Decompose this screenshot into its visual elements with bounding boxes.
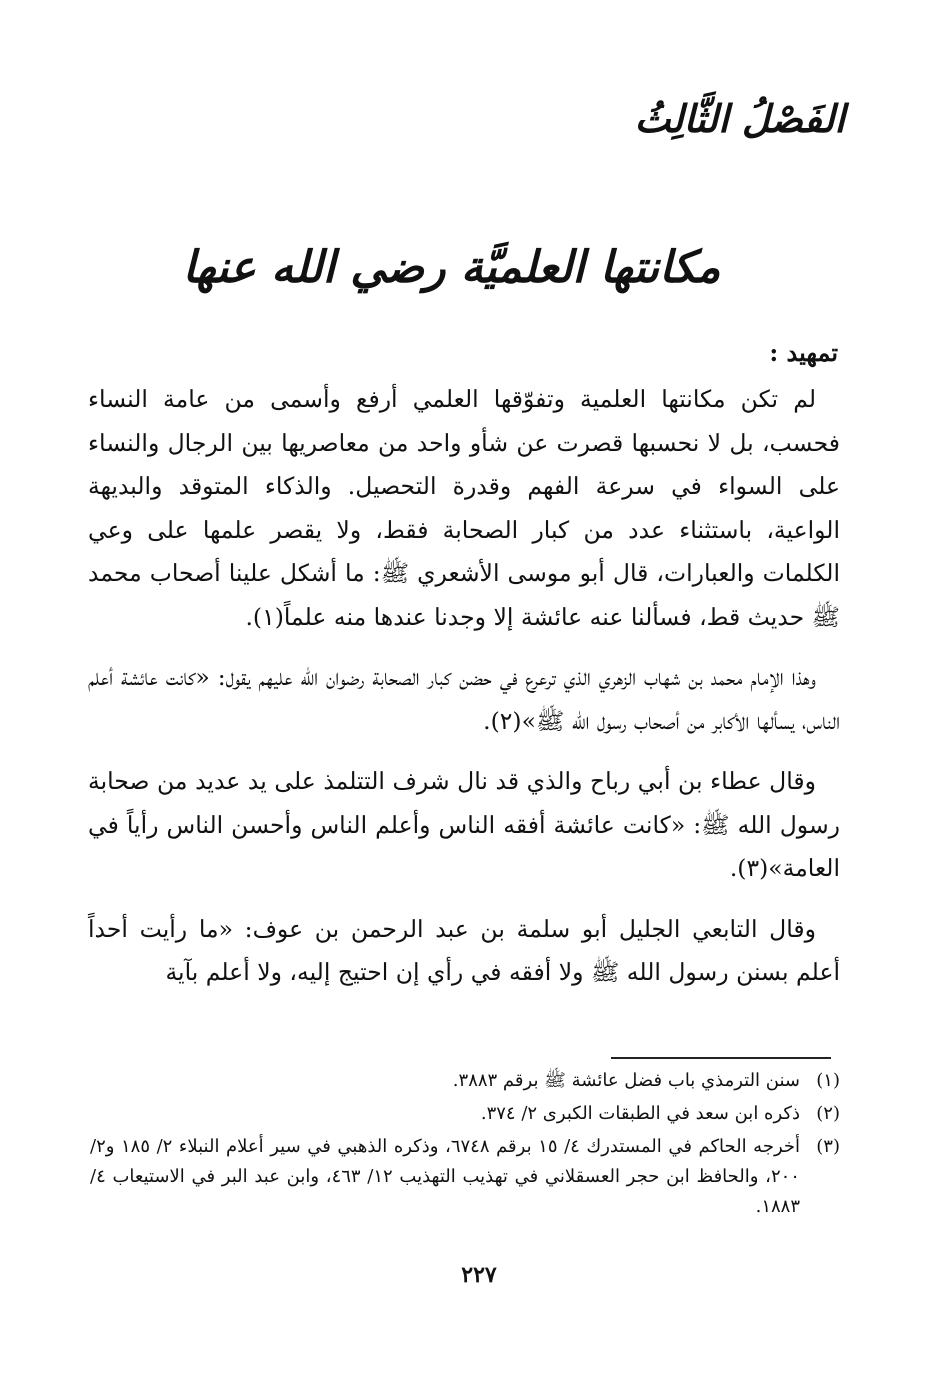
paragraph: لم تكن مكانتها العلمية وتفوّقها العلمي أرفع وأسمى من عامة النساء فحسب، بل لا نحسبها قصرت عن شأو واحد من معاصريها بين الرجال والنساء على السواء في سرعة الفهم وقدرة التحصيل. والذكاء المتوقد والبديهة الواعية، باستثناء عدد من كبار الصحابة فقط، ولا يقصر علمها على وعي الكلمات والعبارات، قال أبو موسى الأشعري ﷺ: ما أشكل علينا أصحاب محمد ﷺ حديث قط، فسألنا عنه عائشة إلا وجدنا عندها منه علماً(١). xyxy=(88,385,840,631)
paragraph: وقال عطاء بن أبي رباح والذي قد نال شرف التتلمذ على يد عديد من صحابة رسول الله ﷺ: «كانت عائشة أفقه الناس وأعلم الناس وأحسن الناس رأياً في العامة»(٣). xyxy=(88,767,840,882)
section-title: مكانتها العلميَّة رضي الله عنها xyxy=(182,242,721,293)
footnote-text: سنن الترمذي باب فضل عائشة ﷺ برقم ٣٨٨٣. xyxy=(452,1070,800,1091)
intro-label: تمهيد : xyxy=(769,338,838,367)
chapter-heading: الفَصْلُ الثَّالِثُ xyxy=(634,96,845,141)
footnote-separator xyxy=(611,1057,831,1059)
footnote-number: (٢) xyxy=(816,1103,840,1124)
footnote-text: ذكره ابن سعد في الطبقات الكبرى ٢/ ٣٧٤. xyxy=(480,1103,800,1124)
footnote-text: أخرجه الحاكم في المستدرك ٤/ ١٥ برقم ٦٧٤٨، وذكره الذهبي في سير أعلام النبلاء ٢/ ١٨٥ و٢/ ٢٠٠، والحافظ ابن حجر العسقلاني في تهذيب التهذيب ١٢/ ٤٦٣، وابن عبد البر في الاستيعاب ٤/ ١٨٨٣. xyxy=(90,1136,801,1217)
paragraph: وهذا الإمام محمد بن شهاب الزهري الذي ترعرع في حضن كبار الصحابة رضوان الله عليهم يقول: «كانت عائشة أعلم الناس، يسألها الأكابر من أصحاب رسول الله ﷺ»(٢). xyxy=(88,663,840,735)
footnote-number: (٣) xyxy=(816,1136,840,1157)
footnotes xyxy=(90,1066,840,1225)
footnote-item xyxy=(90,1066,840,1096)
footnote-item xyxy=(90,1099,840,1129)
body-text xyxy=(88,378,840,1012)
footnote-number: (١) xyxy=(816,1070,840,1091)
paragraph: وقال التابعي الجليل أبو سلمة بن عبد الرحمن بن عوف: «ما رأيت أحداً أعلم بسنن رسول الله ﷺ ولا أفقه في رأي إن احتيج إليه، ولا أعلم بآية xyxy=(88,914,840,986)
page-number: ٢٢٧ xyxy=(461,1262,497,1288)
footnote-item xyxy=(90,1132,840,1222)
